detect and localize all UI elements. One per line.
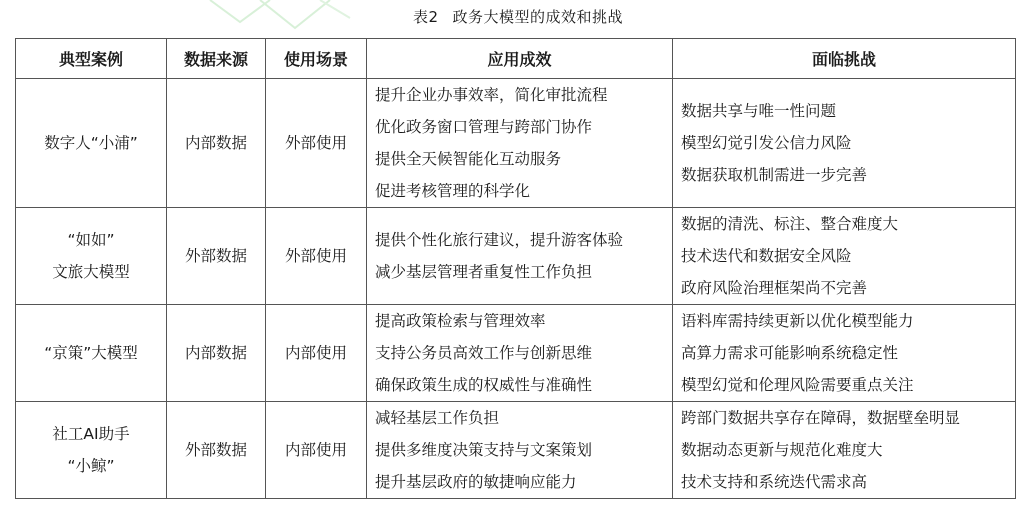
source-cell: 内部数据 <box>167 305 266 402</box>
header-case: 典型案例 <box>16 39 167 79</box>
case-name: “小鲸” <box>67 457 115 475</box>
case-name: “京策”大模型 <box>44 344 138 362</box>
challenges-cell <box>673 305 1016 402</box>
effect-item: 提供多维度决策支持与文案策划 <box>375 441 593 459</box>
effect-item: 确保政策生成的权威性与准确性 <box>375 376 593 394</box>
effect-item: 提供全天候智能化互动服务 <box>375 150 562 168</box>
case-name: “如如” <box>67 231 115 249</box>
table-row <box>16 79 1016 208</box>
effect-item: 减轻基层工作负担 <box>375 409 500 427</box>
table-row <box>16 208 1016 305</box>
header-row <box>16 39 1016 79</box>
challenge-item: 数据获取机制需进一步完善 <box>681 166 868 184</box>
case-name: 社工AI助手 <box>52 425 130 443</box>
scenario-cell: 外部使用 <box>266 79 367 208</box>
source-cell: 外部数据 <box>167 402 266 499</box>
challenge-item: 数据动态更新与规范化难度大 <box>681 441 883 459</box>
case-cell <box>16 208 167 305</box>
effect-item: 提高政策检索与管理效率 <box>375 312 546 330</box>
effect-item: 减少基层管理者重复性工作负担 <box>375 263 593 281</box>
challenge-item: 模型幻觉引发公信力风险 <box>681 134 852 152</box>
effects-cell <box>367 208 673 305</box>
case-cell <box>16 79 167 208</box>
source-cell: 外部数据 <box>167 208 266 305</box>
case-name: 数字人“小浦” <box>44 134 138 152</box>
challenge-item: 跨部门数据共享存在障碍，数据壁垒明显 <box>681 409 961 427</box>
scenario-cell: 内部使用 <box>266 402 367 499</box>
effect-item: 提升企业办事效率，简化审批流程 <box>375 86 608 104</box>
header-scenario: 使用场景 <box>266 39 367 79</box>
challenge-item: 技术支持和系统迭代需求高 <box>681 473 868 491</box>
challenge-item: 政府风险治理框架尚不完善 <box>681 279 868 297</box>
header-source: 数据来源 <box>167 39 266 79</box>
challenges-cell <box>673 402 1016 499</box>
challenge-item: 模型幻觉和伦理风险需要重点关注 <box>681 376 914 394</box>
table-title: 政务大模型的成效和挑战 <box>452 8 624 26</box>
source-cell: 内部数据 <box>167 79 266 208</box>
scenario-cell: 外部使用 <box>266 208 367 305</box>
effect-item: 优化政务窗口管理与跨部门协作 <box>375 118 593 136</box>
table-number: 表2 <box>412 8 439 26</box>
table-row <box>16 402 1016 499</box>
effect-item: 提供个性化旅行建议，提升游客体验 <box>375 231 624 249</box>
case-cell <box>16 305 167 402</box>
challenges-cell <box>673 79 1016 208</box>
header-challenges: 面临挑战 <box>673 39 1016 79</box>
case-cell <box>16 402 167 499</box>
table-row <box>16 305 1016 402</box>
effects-cell <box>367 305 673 402</box>
challenge-item: 高算力需求可能影响系统稳定性 <box>681 344 899 362</box>
challenge-item: 技术迭代和数据安全风险 <box>681 247 852 265</box>
scenario-cell: 内部使用 <box>266 305 367 402</box>
effect-item: 支持公务员高效工作与创新思维 <box>375 344 593 362</box>
table-caption <box>0 6 1036 28</box>
effects-cell <box>367 402 673 499</box>
challenge-item: 数据共享与唯一性问题 <box>681 102 837 120</box>
header-effects: 应用成效 <box>367 39 673 79</box>
challenge-item: 语料库需持续更新以优化模型能力 <box>681 312 914 330</box>
effects-cell <box>367 79 673 208</box>
case-name: 文旅大模型 <box>52 263 130 281</box>
challenges-cell <box>673 208 1016 305</box>
cases-table <box>15 38 1016 499</box>
effect-item: 促进考核管理的科学化 <box>375 182 531 200</box>
effect-item: 提升基层政府的敏捷响应能力 <box>375 473 577 491</box>
challenge-item: 数据的清洗、标注、整合难度大 <box>681 215 899 233</box>
